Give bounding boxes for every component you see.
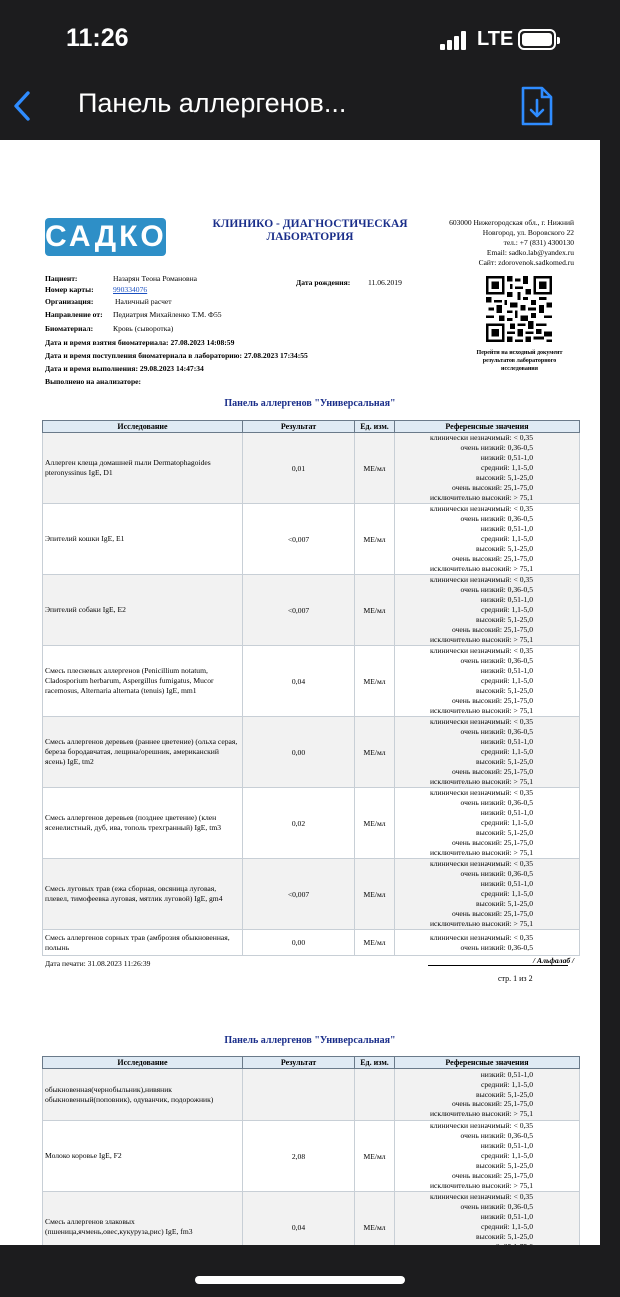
reference-values: клинически незначимый: < 0,35 очень низкий: 0,36-0,5 низкий: 0,51-1,0 средний: 1,1-5,0 высокий: 5,1-25,0 очень высокий: 25,1-75,0 исключительно высокий: > 75,1 — [395, 504, 580, 575]
result-value: <0,007 — [243, 575, 355, 646]
result-value: 0,01 — [243, 433, 355, 504]
birth-date: 11.06.2019 — [368, 278, 402, 287]
signal-strength-icon — [440, 31, 466, 50]
result-value: 0,00 — [243, 717, 355, 788]
chevron-left-icon — [8, 86, 38, 126]
study-name: Смесь аллергенов сорных трав (амброзия обыкновенная, полынь — [43, 930, 243, 956]
table-row — [43, 1121, 580, 1192]
qr-code-icon[interactable] — [486, 276, 552, 342]
unit-value: МЕ/мл — [355, 575, 395, 646]
result-value: 2,08 — [243, 1121, 355, 1192]
address-line: Новгород, ул. Воровского 22 — [482, 228, 574, 237]
reference-values: клинически незначимый: < 0,35 очень низкий: 0,36-0,5 — [395, 930, 580, 956]
study-name: Аллерген клеща домашней пыли Dermatophagoides pteronyssinus IgE, D1 — [43, 433, 243, 504]
collect-datetime: Дата и время взятия биоматериала: 27.08.2023 14:08:59 — [45, 338, 235, 347]
result-value: <0,007 — [243, 859, 355, 930]
table-row — [43, 788, 580, 859]
patient-name: Назарян Теона Романовна — [113, 274, 198, 283]
result-value — [243, 1069, 355, 1121]
study-name: Молоко коровье IgE, F2 — [43, 1121, 243, 1192]
card-label: Номер карты: — [45, 285, 94, 294]
result-value: 0,04 — [243, 1192, 355, 1263]
result-value: 0,02 — [243, 788, 355, 859]
nav-bar — [0, 80, 600, 140]
study-name: Смесь аллергенов деревьев (позднее цветение) (клен ясенелистный, дуб, ива, тополь трехгранный) IgE, tm3 — [43, 788, 243, 859]
unit-value: МЕ/мл — [355, 1192, 395, 1263]
unit-value: МЕ/мл — [355, 717, 395, 788]
col-ref-header: Референсные значения — [395, 1057, 580, 1069]
address-line: 603000 Нижегородская обл., г. Нижний — [449, 218, 574, 227]
referral-label: Направление от: — [45, 310, 103, 319]
lab-address — [420, 218, 574, 268]
document-download-icon — [518, 84, 556, 128]
birth-label: Дата рождения: — [296, 278, 351, 287]
home-indicator-area — [0, 1245, 600, 1297]
status-bar — [0, 0, 600, 80]
home-indicator[interactable] — [195, 1276, 405, 1284]
reference-values: клинически незначимый: < 0,35 очень низкий: 0,36-0,5 низкий: 0,51-1,0 средний: 1,1-5,0 высокий: 5,1-25,0 очень высокий: 25,1-75,0 исключительно высокий: > 75,1 — [395, 788, 580, 859]
study-name: Смесь аллергенов злаковых (пшеница,ячмень,овес,кукуруза,рис) IgE, fm3 — [43, 1192, 243, 1263]
result-value: 0,00 — [243, 930, 355, 956]
address-line: Email: sadko.lab@yandex.ru — [486, 248, 574, 257]
patient-label: Пациент: — [45, 274, 78, 283]
table-row — [43, 1069, 580, 1121]
study-name: Эпителий собаки IgE, E2 — [43, 575, 243, 646]
unit-value: МЕ/мл — [355, 646, 395, 717]
col-study-header: Исследование — [43, 421, 243, 433]
unit-value: МЕ/мл — [355, 1121, 395, 1192]
results-table — [42, 420, 580, 956]
print-date: Дата печати: 31.08.2023 11:26:39 — [45, 959, 151, 968]
material-value: Кровь (сыворотка) — [113, 324, 174, 333]
org-label: Организация: — [45, 297, 94, 306]
results-table-page2 — [42, 1056, 580, 1263]
reference-values: клинически незначимый: < 0,35 очень низкий: 0,36-0,5 низкий: 0,51-1,0 средний: 1,1-5,0 высокий: 5,1-25,0 очень высокий: 25,1-75,0 исключительно высокий: > 75,1 — [395, 646, 580, 717]
table-header-row — [43, 1057, 580, 1069]
study-name: Смесь плесневых аллергенов (Penicillium notatum, Cladosporium herbarum, Aspergillus fumigatus, Mucor racemosus, Alternaria alternata (tenuis) IgE, mm1 — [43, 646, 243, 717]
unit-value: МЕ/мл — [355, 504, 395, 575]
unit-value: МЕ/мл — [355, 433, 395, 504]
table-row — [43, 646, 580, 717]
address-line: тел.: +7 (831) 4300130 — [503, 238, 574, 247]
col-ref-header: Референсные значения — [395, 421, 580, 433]
reference-values: клинически незначимый: < 0,35 очень низкий: 0,36-0,5 низкий: 0,51-1,0 средний: 1,1-5,0 высокий: 5,1-25,0 очень высокий: 25,1-75,0 исключительно высокий: > 75,1 — [395, 1121, 580, 1192]
study-name: Эпителий кошки IgE, E1 — [43, 504, 243, 575]
qr-caption: Перейти на исходный документ результатов лабораторного исследования — [476, 350, 563, 372]
done-datetime: Дата и время выполнения: 29.08.2023 14:47:34 — [45, 364, 204, 373]
study-name: Смесь луговых трав (ежа сборная, овсяница луговая, плевел, тимофеевка луговая, мятлик луговой) IgE, gm4 — [43, 859, 243, 930]
col-study-header: Исследование — [43, 1057, 243, 1069]
col-unit-header: Ед. изм. — [355, 421, 395, 433]
col-result-header: Результат — [243, 1057, 355, 1069]
download-button[interactable] — [518, 84, 556, 128]
status-time: 11:26 — [66, 24, 129, 52]
result-value: <0,007 — [243, 504, 355, 575]
network-type: LTE — [477, 28, 514, 50]
table-row — [43, 859, 580, 930]
table-row — [43, 575, 580, 646]
table-row — [43, 504, 580, 575]
panel-title: Панель аллергенов "Универсальная" — [224, 398, 396, 409]
signature-label: / Альфалаб / — [533, 956, 575, 965]
page-number: стр. 1 из 2 — [498, 974, 533, 983]
material-label: Биоматериал: — [45, 324, 94, 333]
battery-icon — [518, 29, 556, 50]
study-name: Смесь аллергенов деревьев (раннее цветение) (ольха серая, береза бородавчатая, лещина/орешник, американский ясень) IgE, tm2 — [43, 717, 243, 788]
back-button[interactable] — [8, 86, 38, 126]
col-unit-header: Ед. изм. — [355, 1057, 395, 1069]
org-value: Наличный расчет — [115, 297, 172, 306]
unit-value: МЕ/мл — [355, 930, 395, 956]
reference-values: клинически незначимый: < 0,35 очень низкий: 0,36-0,5 низкий: 0,51-1,0 средний: 1,1-5,0 высокий: 5,1-25,0 очень высокий: 25,1-75,0 исключительно высокий: > 75,1 — [395, 433, 580, 504]
page-title: Панель аллергенов... — [78, 88, 347, 118]
received-datetime: Дата и время поступления биоматериала в лабораторию: 27.08.2023 17:34:55 — [45, 351, 308, 360]
reference-values: клинически незначимый: < 0,35 очень низкий: 0,36-0,5 низкий: 0,51-1,0 средний: 1,1-5,0 высокий: 5,1-25,0 очень высокий: 25,1-75,0 исключительно высокий: > 75,1 — [395, 575, 580, 646]
address-line: Сайт: zdorovenok.sadkomed.ru — [478, 258, 574, 267]
unit-value — [355, 1069, 395, 1121]
unit-value: МЕ/мл — [355, 859, 395, 930]
table-row — [43, 930, 580, 956]
referral-value: Педиатрия Михайленко Т.М. Ф55 — [113, 310, 222, 319]
analyzer-label: Выполнено на анализаторе: — [45, 377, 142, 386]
lab-logo: САДКО — [45, 218, 166, 256]
lab-title: КЛИНИКО - ДИАГНОСТИЧЕСКАЯ ЛАБОРАТОРИЯ — [212, 218, 408, 243]
table-row — [43, 717, 580, 788]
reference-values: низкий: 0,51-1,0 средний: 1,1-5,0 высокий: 5,1-25,0 очень высокий: 25,1-75,0 исключительно высокий: > 75,1 — [395, 1069, 580, 1121]
table-row — [43, 433, 580, 504]
reference-values: клинически незначимый: < 0,35 очень низкий: 0,36-0,5 низкий: 0,51-1,0 средний: 1,1-5,0 высокий: 5,1-25,0 — [395, 1192, 580, 1263]
document-view[interactable] — [0, 140, 600, 1245]
panel-title-page2: Панель аллергенов "Универсальная" — [224, 1035, 396, 1046]
study-name: обыкновенная(чернобыльник),нивяник обыкновенный(поповник), одуванчик, подорожник) — [43, 1069, 243, 1121]
reference-values: клинически незначимый: < 0,35 очень низкий: 0,36-0,5 низкий: 0,51-1,0 средний: 1,1-5,0 высокий: 5,1-25,0 очень высокий: 25,1-75,0 исключительно высокий: > 75,1 — [395, 859, 580, 930]
col-result-header: Результат — [243, 421, 355, 433]
reference-values: клинически незначимый: < 0,35 очень низкий: 0,36-0,5 низкий: 0,51-1,0 средний: 1,1-5,0 высокий: 5,1-25,0 очень высокий: 25,1-75,0 исключительно высокий: > 75,1 — [395, 717, 580, 788]
result-value: 0,04 — [243, 646, 355, 717]
card-number-link[interactable]: 990334076 — [113, 285, 148, 294]
unit-value: МЕ/мл — [355, 788, 395, 859]
table-header-row — [43, 421, 580, 433]
